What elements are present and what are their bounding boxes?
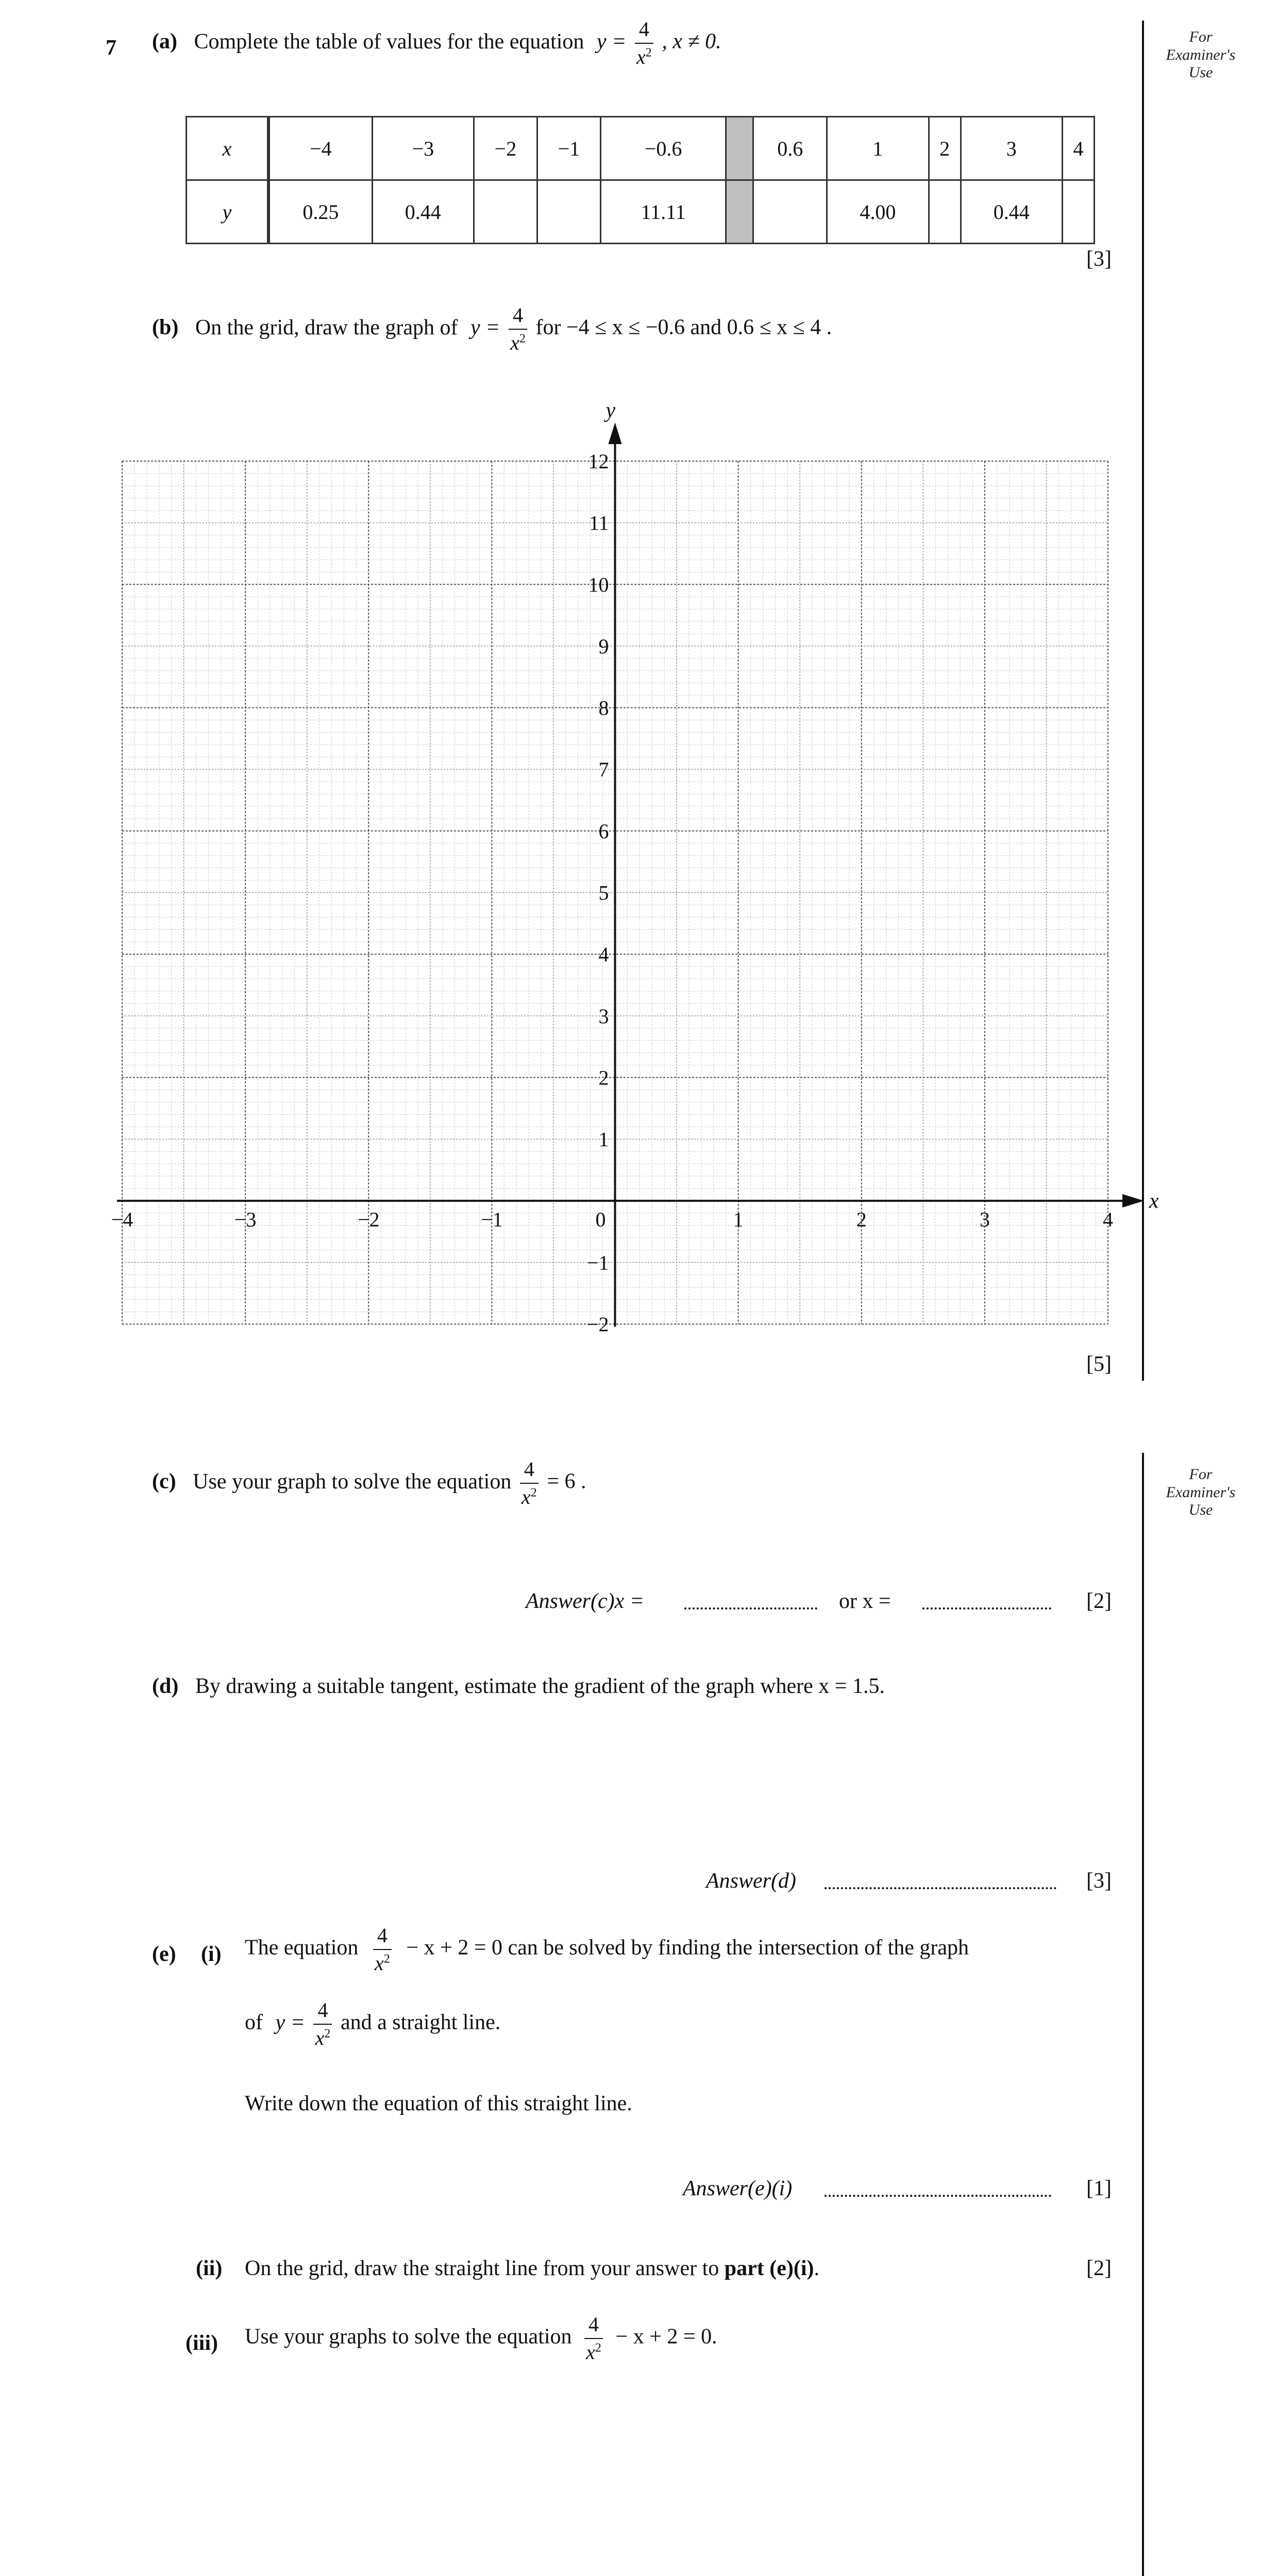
part-d-label: (d) (152, 1674, 179, 1698)
y-tick-label: 6 (598, 819, 609, 843)
part-e-i-line2-post: and a straight line. (340, 2010, 501, 2035)
part-d-marks: [3] (1086, 1869, 1112, 1893)
part-e-i-text-mid: − x + 2 = 0 can be solved by finding the intersection of the graph (406, 1936, 969, 1960)
x-tick-label: 4 (1103, 1208, 1113, 1231)
part-d-prompt (152, 1674, 885, 1698)
part-b-fraction: $\frac{4}{x^2}$ (509, 304, 527, 354)
answer-c-or-label: or x = (839, 1589, 891, 1613)
y-cell[interactable] (1062, 180, 1094, 244)
y-tick-label: 4 (598, 943, 609, 967)
y-cell: 0.44 (961, 180, 1062, 244)
x-axis-arrow (1122, 1194, 1144, 1208)
table-header-x: x (187, 117, 269, 180)
part-c-rhs: = 6 . (547, 1469, 586, 1494)
answer-c-field-1[interactable] (684, 1597, 817, 1609)
part-e-i-line2-fraction: $\frac{4}{x^2}$ (313, 1999, 332, 2049)
part-e-i-line2 (245, 1999, 500, 2049)
y-tick-label: 1 (598, 1128, 609, 1151)
graph-grid[interactable] (0, 392, 1175, 1340)
answer-c-field-2[interactable] (922, 1597, 1051, 1609)
part-e-ii-text: On the grid, draw the straight line from your answer to part (e)(i). (245, 2257, 820, 2280)
y-tick-label: 9 (598, 634, 609, 658)
x-cell: 4 (1062, 117, 1094, 180)
x-axis-label: x (1149, 1189, 1159, 1213)
part-c-label: (c) (152, 1469, 176, 1494)
question-number: 7 (106, 36, 116, 60)
part-e-i-marks: [1] (1086, 2177, 1112, 2200)
x-cell: −2 (474, 117, 537, 180)
x-cell: −0.6 (601, 117, 726, 180)
part-c-fraction: $\frac{4}{x^2}$ (520, 1458, 539, 1509)
y-tick-label: 7 (598, 758, 609, 782)
table-gap-cell (726, 117, 753, 180)
values-table (186, 116, 1095, 244)
margin-rule-bottom (1142, 1453, 1144, 2576)
y-tick-label: 2 (598, 1066, 609, 1090)
part-e-i-fraction: $\frac{4}{x^2}$ (373, 1924, 392, 1975)
part-e-ii-bold: part (e)(i) (724, 2257, 814, 2280)
x-tick-label: −4 (111, 1208, 133, 1231)
part-c-marks: [2] (1086, 1589, 1112, 1613)
part-e-iii-label: (iii) (186, 2331, 218, 2355)
x-cell: 1 (827, 117, 929, 180)
answer-d-label: Answer(d) (706, 1869, 796, 1893)
y-tick-label: 12 (588, 450, 609, 473)
table-header-y: y (187, 180, 269, 244)
part-e-label: (e) (152, 1942, 176, 1966)
table-row-x (187, 117, 1095, 180)
table-gap-cell (726, 180, 753, 244)
part-a-text: Complete the table of values for the equation (194, 29, 584, 54)
y-cell[interactable] (753, 180, 827, 244)
part-e-i-line2-pre: of (245, 2010, 263, 2035)
y-tick-label: 3 (598, 1004, 609, 1028)
part-d-text: By drawing a suitable tangent, estimate the gradient of the graph where x = 1.5. (195, 1674, 885, 1698)
part-e-i-line3: Write down the equation of this straight line. (245, 2092, 632, 2115)
part-a-condition: , x ≠ 0. (662, 29, 721, 54)
x-tick-label: 3 (979, 1208, 990, 1231)
x-cell: −3 (372, 117, 474, 180)
y-tick-label: 8 (598, 696, 609, 720)
part-a-fraction: $\frac{4}{x^2}$ (635, 18, 653, 69)
x-cell: 3 (961, 117, 1062, 180)
y-tick-label: 5 (598, 881, 609, 905)
part-b-text-pre: On the grid, draw the graph of (195, 315, 458, 340)
y-cell[interactable]: 0.44 (372, 180, 474, 244)
y-tick-label: −1 (586, 1251, 609, 1275)
y-axis-label: y (606, 399, 616, 422)
x-cell: 0.6 (753, 117, 827, 180)
x-tick-label: 1 (733, 1208, 744, 1231)
part-b-text-post: for −4 ≤ x ≤ −0.6 and 0.6 ≤ x ≤ 4 . (535, 315, 832, 340)
part-e-i-line2-eq: y = (275, 2010, 305, 2035)
x-cell: 2 (929, 117, 961, 180)
y-axis-arrow (609, 422, 622, 444)
part-e-i-line1 (245, 1924, 969, 1975)
x-tick-label: 2 (856, 1208, 867, 1231)
axes (117, 422, 1144, 1327)
part-e-iii-prompt: Use your graphs to solve the equation $\frac{4}{x^2}$ − x + 2 = 0. (245, 2313, 717, 2364)
y-cell[interactable] (474, 180, 537, 244)
part-b-label: (b) (152, 315, 179, 340)
part-e-ii-label: (ii) (196, 2257, 223, 2280)
x-cell: −4 (268, 117, 372, 180)
examiner-use-note-bottom: For Examiner's Use (1166, 1466, 1236, 1518)
y-cell: 4.00 (827, 180, 929, 244)
y-cell[interactable] (929, 180, 961, 244)
y-tick-label: 11 (588, 511, 609, 535)
part-b-eq-y: y = (470, 315, 500, 340)
part-b-prompt (152, 304, 832, 354)
part-b-marks: [5] (1086, 1352, 1112, 1376)
y-tick-label: −2 (586, 1313, 609, 1336)
table-row-y (187, 180, 1095, 244)
answer-e-i-field[interactable] (825, 2184, 1051, 2197)
answer-e-i-label: Answer(e)(i) (683, 2177, 793, 2200)
part-a-label: (a) (152, 29, 177, 54)
y-tick-label: 10 (588, 573, 609, 597)
x-tick-label: −1 (481, 1208, 503, 1231)
part-c-text: Use your graph to solve the equation (193, 1469, 512, 1494)
part-c-prompt (152, 1458, 586, 1509)
part-a-eq-y: y = (596, 29, 627, 54)
examiner-use-note-top: For Examiner's Use (1166, 28, 1236, 81)
y-cell: 0.25 (268, 180, 372, 244)
part-e-iii-fraction: $\frac{4}{x^2}$ (584, 2313, 603, 2364)
part-e-ii-marks: [2] (1086, 2257, 1112, 2280)
part-a-prompt (152, 18, 721, 69)
part-e-i-label: (i) (201, 1942, 222, 1966)
y-cell: 11.11 (601, 180, 726, 244)
part-a-marks: [3] (1086, 247, 1112, 271)
x-tick-label: −3 (234, 1208, 257, 1231)
y-cell[interactable] (537, 180, 600, 244)
answer-c-label: Answer(c)x = (526, 1589, 645, 1613)
part-e-i-text-pre: The equation (245, 1936, 359, 1960)
answer-d-field[interactable] (825, 1877, 1056, 1889)
x-tick-label: −2 (357, 1208, 380, 1231)
x-cell: −1 (537, 117, 600, 180)
x-tick-label: 0 (595, 1208, 606, 1231)
